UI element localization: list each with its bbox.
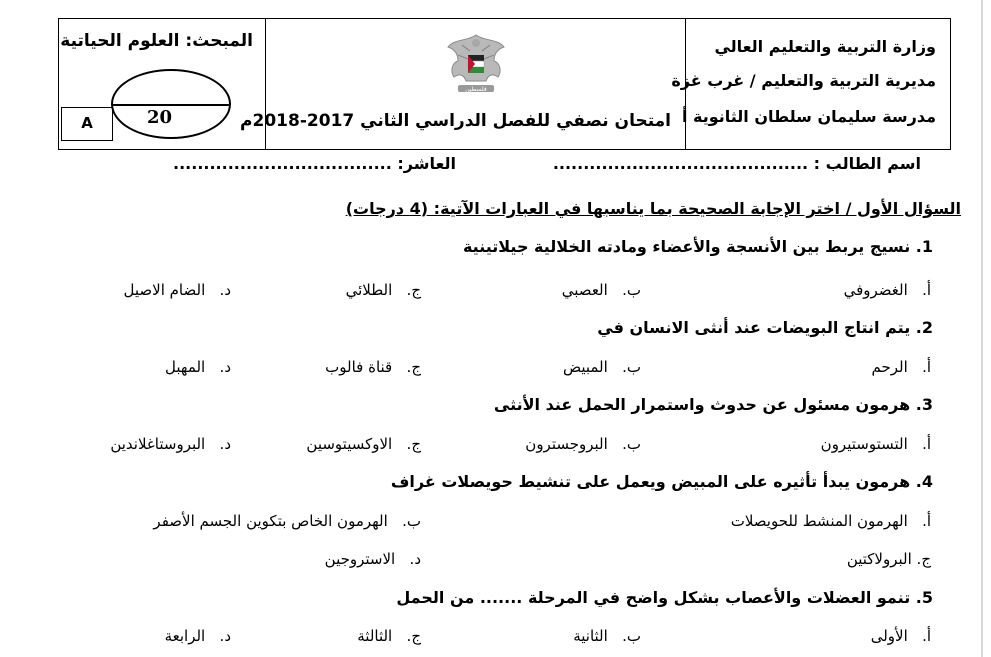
grade-divider <box>113 104 229 106</box>
option-text: التستوستيرون <box>820 435 908 453</box>
q5-option-c[interactable] <box>357 627 421 645</box>
option-letter: أ. <box>922 358 931 376</box>
q3-option-b[interactable] <box>525 435 641 453</box>
q5-option-d[interactable] <box>165 627 231 645</box>
header-subject-cell <box>59 19 265 149</box>
ministry-name: وزارة التربية والتعليم العالي <box>714 37 936 56</box>
option-text: الرحم <box>871 358 908 376</box>
question-text: هرمون مسئول عن حدوث واستمرار الحمل عند الأنثى <box>493 395 911 414</box>
option-letter: ب. <box>622 358 641 376</box>
option-text: الضام الاصيل <box>123 281 206 299</box>
subject-label: المبحث: العلوم الحياتية <box>60 31 253 51</box>
question-number: 2. <box>915 318 933 337</box>
option-text: قناة فالوب <box>325 358 393 376</box>
option-letter: أ. <box>922 627 931 645</box>
option-letter: أ. <box>922 435 931 453</box>
option-text: الهرمون المنشط للحويصلات <box>730 512 908 530</box>
question-4 <box>391 472 933 491</box>
section-title: السؤال الأول / اختر الإجابة الصحيحة بما يناسبها في العبارات الآتية: (4 درجات) <box>345 199 961 218</box>
option-letter: د. <box>219 358 231 376</box>
option-letter: أ. <box>922 512 931 530</box>
logo-caption: فلسطين <box>465 86 487 93</box>
exam-title: امتحان نصفي للفصل الدراسي الثاني 2017-2018م <box>240 111 671 131</box>
option-letter: ج. <box>406 627 421 645</box>
q1-option-b[interactable] <box>562 281 641 299</box>
q2-option-c[interactable] <box>325 358 421 376</box>
q4-option-a[interactable] <box>731 512 931 530</box>
q2-option-d[interactable] <box>165 358 231 376</box>
q4-option-b[interactable] <box>153 512 421 530</box>
exam-header <box>58 18 951 150</box>
school-name: مدرسة سليمان سلطان الثانوية أ <box>681 107 936 126</box>
option-letter: ب. <box>402 512 421 530</box>
palestine-emblem-icon <box>444 31 508 97</box>
option-letter: ب. <box>622 627 641 645</box>
option-letter: ج. <box>916 550 931 568</box>
option-text: الهرمون الخاص بتكوين الجسم الأصفر <box>153 512 388 530</box>
question-text: تنمو العضلات والأعصاب بشكل واضح في المرحلة ....... من الحمل <box>396 588 911 607</box>
q1-option-a[interactable] <box>844 281 931 299</box>
option-text: الثانية <box>573 627 608 645</box>
q4-option-c[interactable] <box>847 550 931 568</box>
q1-option-c[interactable] <box>346 281 421 299</box>
question-number: 5. <box>915 588 933 607</box>
q3-option-d[interactable] <box>110 435 231 453</box>
q2-option-b[interactable] <box>563 358 641 376</box>
question-2 <box>597 318 933 337</box>
header-title-cell <box>240 19 685 149</box>
option-text: البرولاكتين <box>846 550 912 568</box>
student-name-field: اسم الطالب : .......................................... <box>552 154 921 173</box>
option-letter: د. <box>219 435 231 453</box>
grade-total: 20 <box>147 107 173 128</box>
question-number: 4. <box>915 472 933 491</box>
q3-option-a[interactable] <box>821 435 931 453</box>
q2-option-a[interactable] <box>871 358 931 376</box>
option-letter: د. <box>219 281 231 299</box>
option-text: المهبل <box>165 358 206 376</box>
question-3 <box>494 395 933 414</box>
question-5 <box>396 588 933 607</box>
student-class-field: العاشر: .................................... <box>173 154 456 173</box>
option-text: الرابعة <box>164 627 206 645</box>
option-text: الطلائي <box>345 281 393 299</box>
question-text: نسيج يربط بين الأنسجة والأعضاء ومادته الخلالية جيلاتينية <box>462 237 911 256</box>
option-text: الأولى <box>870 627 908 645</box>
option-letter: ج. <box>406 435 421 453</box>
grade-ellipse <box>111 69 231 139</box>
option-letter: د. <box>219 627 231 645</box>
q5-option-b[interactable] <box>573 627 641 645</box>
option-text: الثالثة <box>357 627 393 645</box>
question-text: هرمون يبدأ تأثيره على المبيض ويعمل على تنشيط حويصلات غراف <box>390 472 911 491</box>
option-letter: أ. <box>922 281 931 299</box>
question-number: 1. <box>915 237 933 256</box>
page-edge <box>981 0 983 657</box>
q5-option-a[interactable] <box>871 627 931 645</box>
option-text: الغضروفي <box>843 281 908 299</box>
option-letter: ب. <box>622 281 641 299</box>
q1-option-d[interactable] <box>124 281 231 299</box>
q3-option-c[interactable] <box>306 435 421 453</box>
option-letter: ج. <box>406 358 421 376</box>
question-1 <box>463 237 933 256</box>
option-text: العصبي <box>561 281 608 299</box>
question-text: يتم انتاج البويضات عند أنثى الانسان في <box>597 318 911 337</box>
option-text: الاستروجين <box>324 550 396 568</box>
directorate-name: مديرية التربية والتعليم / غرب غزة <box>671 71 936 90</box>
exam-version-box: A <box>61 107 113 141</box>
option-letter: ب. <box>622 435 641 453</box>
option-text: المبيض <box>562 358 608 376</box>
option-letter: ج. <box>406 281 421 299</box>
question-number: 3. <box>915 395 933 414</box>
option-text: البروستاغلاندين <box>110 435 206 453</box>
option-text: الاوكسيتوسين <box>306 435 393 453</box>
option-text: البروجسترون <box>525 435 608 453</box>
q4-option-d[interactable] <box>325 550 421 568</box>
header-institution-cell <box>671 19 950 149</box>
option-letter: د. <box>409 550 421 568</box>
